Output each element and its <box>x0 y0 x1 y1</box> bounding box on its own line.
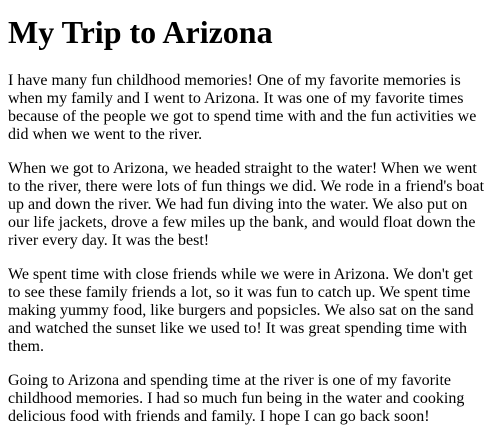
paragraph-river: When we got to Arizona, we headed straight to the water! When we went to the river, there were lots of fun things we did. We rode in a friend's boat up and down the river. We had fun diving into the water. We also put on our life jackets, drove a few miles up the bank, and would float down the river every day. It was the best! <box>8 160 485 249</box>
page-title: My Trip to Arizona <box>8 14 273 50</box>
paragraph-conclusion: Going to Arizona and spending time at the river is one of my favorite childhood memories. I had so much fun being in the water and cooking delicious food with friends and family. I hope I can go back soon! <box>8 372 465 425</box>
paragraph-friends: We spent time with close friends while we were in Arizona. We don't get to see these family friends a lot, so it was fun to catch up. We spent time making yummy food, like burgers and popsicles. We also sat on the sand and watched the sunset like we used to! It was great spending time with them. <box>8 266 474 355</box>
paragraph-intro: I have many fun childhood memories! One of my favorite memories is when my family and I went to Arizona. It was one of my favorite times because of the people we got to spend time with and the fun activities we did when we went to the river. <box>8 72 477 143</box>
